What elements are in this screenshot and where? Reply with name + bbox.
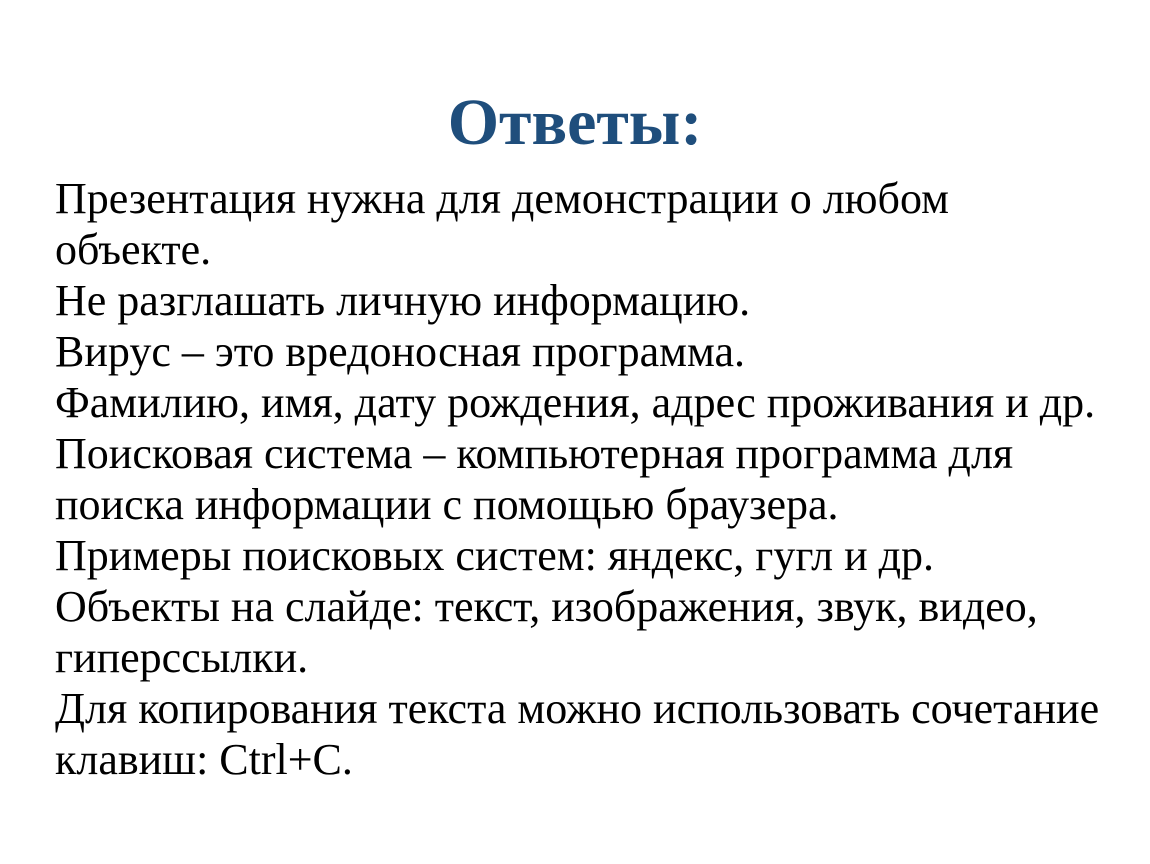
- body-line: Для копирования текста можно использовать сочетание: [55, 684, 1100, 733]
- body-line: объекте.: [55, 225, 212, 274]
- slide-body: [55, 173, 1115, 785]
- body-line: Презентация нужна для демонстрации о любом: [55, 174, 949, 223]
- body-line: Вирус – это вредоносная программа.: [55, 327, 746, 376]
- body-line: гиперссылки.: [55, 633, 309, 682]
- body-line: Фамилию, имя, дату рождения, адрес проживания и др.: [55, 378, 1096, 427]
- body-line: Объекты на слайде: текст, изображения, звук, видео,: [55, 582, 1038, 631]
- body-line: Примеры поисковых систем: яндекс, гугл и др.: [55, 531, 935, 580]
- body-line: Поисковая система – компьютерная программа для: [55, 429, 1014, 478]
- body-line: поиска информации с помощью браузера.: [55, 480, 839, 529]
- body-line: Не разглашать личную информацию.: [55, 276, 751, 325]
- body-line: клавиш: Ctrl+C.: [55, 735, 353, 784]
- slide-title: Ответы:: [447, 86, 703, 159]
